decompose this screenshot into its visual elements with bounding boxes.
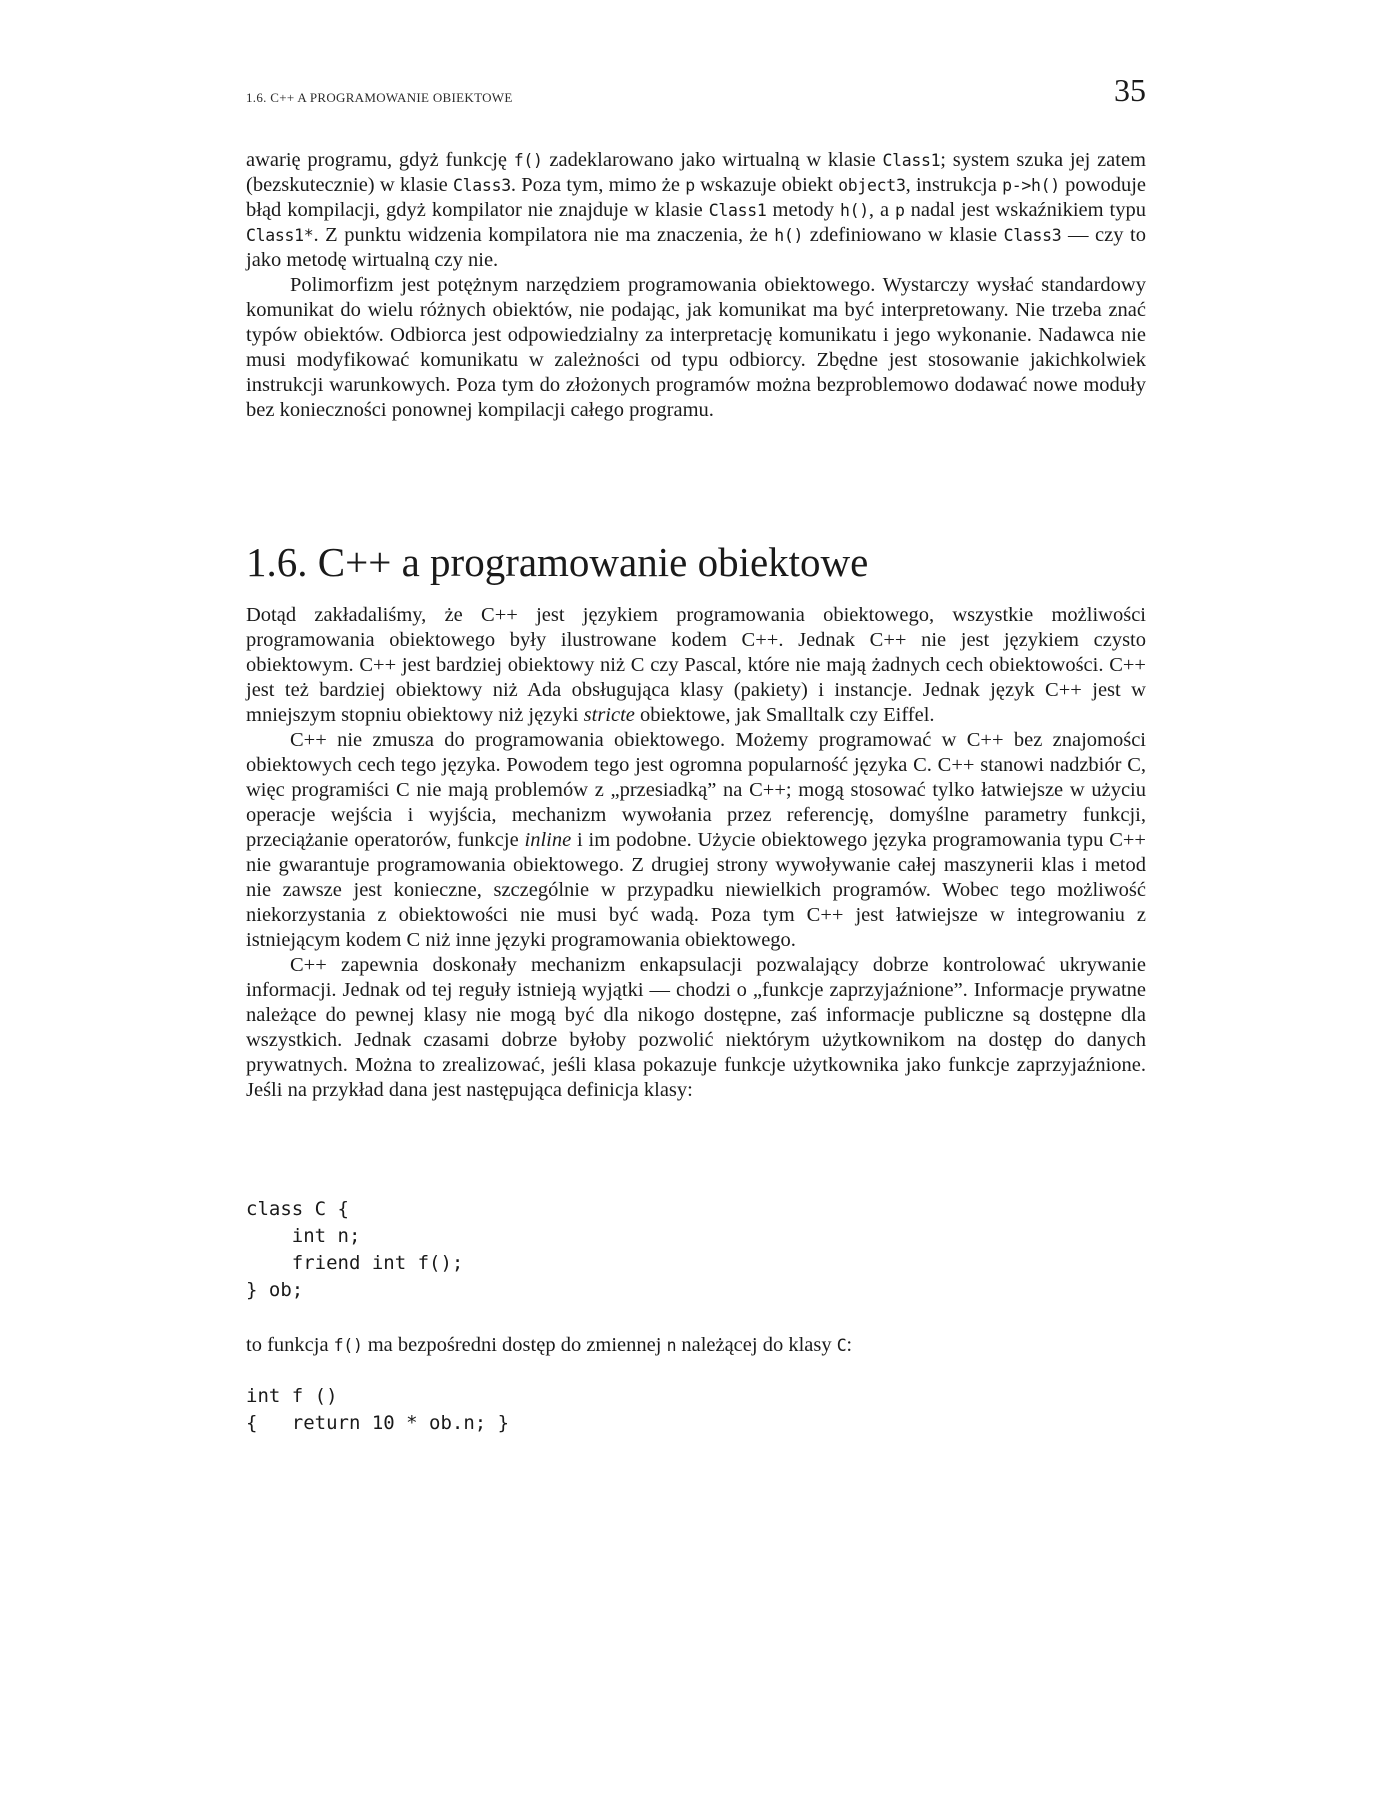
inline-code: p: [895, 201, 905, 220]
inline-code: f(): [333, 1336, 363, 1355]
text-block-top: [246, 148, 1146, 423]
inline-code: C: [836, 1336, 847, 1355]
section-heading: 1.6. C++ a programowanie obiektowe: [246, 539, 869, 585]
inline-code: n: [666, 1336, 677, 1355]
inline-code: f(): [513, 151, 543, 170]
emphasis-stricte: stricte: [583, 704, 635, 726]
text-block-section: [246, 603, 1146, 1103]
running-head: 1.6. C++ A PROGRAMOWANIE OBIEKTOWE: [246, 90, 513, 105]
inline-code: Class3: [1003, 226, 1062, 245]
paragraph-encapsulation: C++ zapewnia doskonały mechanizm enkapsulacji pozwalający dobrze kontrolować ukrywanie informacji. Jednak od tej reguły istnieją wyjątki — chodzi o „funkcje zaprzyjaźnione”. Informacje prywatne należące do pewnej klasy nie mogą być dla nikogo dostępne, zaś informacje publiczne są dostępne dla wszystkich. Jednak czasami dobrze byłoby pozwolić niektórym użytkownikom na dostęp do danych prywatnych. Można to zrealizować, jeśli klasa pokazuje funkcje użytkownika jako funkcje zaprzyjaźnione. Jeśli na przykład dana jest następująca definicja klasy:: [246, 954, 1146, 1101]
inline-code: object3: [838, 176, 906, 195]
emphasis-inline: inline: [524, 829, 572, 851]
inline-code: Class1: [882, 151, 941, 170]
code-listing-function: int f () { return 10 * ob.n; }: [246, 1385, 510, 1434]
inline-code: Class1*: [246, 226, 314, 245]
page-number: 35: [1114, 72, 1146, 108]
paragraph-cpp-objectivity: Dotąd zakładaliśmy, że C++ jest językiem programowania obiektowego, wszystkie możliwości programowania obiektowego były ilustrowane kodem C++. Jednak C++ nie jest językiem czysto obiektowym. C++ jest bardziej obiektowy niż C czy Pascal, które nie mają żadnych cech obiektowości. C++ jest też bardziej obiektowy niż Ada obsługująca klasy (pakiety) i instancje. Jednak język C++ jest w mniejszym stopniu obiektowy niż języki stricte obiektowe, jak Smalltalk czy Eiffel.: [246, 604, 1146, 726]
inline-code: Class3: [453, 176, 511, 195]
paragraph-friend-function: to funkcja f() ma bezpośredni dostęp do zmiennej n należącej do klasy C:: [246, 1334, 853, 1356]
inline-code: p->h(): [1002, 176, 1060, 195]
inline-code: h(): [839, 201, 869, 220]
paragraph-not-forced: C++ nie zmusza do programowania obiektowego. Możemy programować w C++ bez znajomości obiektowych cech tego języka. Powodem tego jest ogromna popularność języka C. C++ stanowi nadzbiór C, więc programiści C nie mają problemów z „przesiadką” na C++; mogą stosować tylko łatwiejsze w użyciu operacje wejścia i wyjścia, mechanizm wywołania przez referencję, domyślne parametry funkcji, przeciążanie operatorów, funkcje inline i im podobne. Użycie obiektowego języka programowania typu C++ nie gwarantuje programowania obiektowego. Z drugiej strony wywoływanie całej maszynerii klas i metod nie zawsze jest konieczne, szczególnie w przypadku niewielkich programów. Wobec tego możliwość niekorzystania z obiektowości nie musi być wadą. Poza tym C++ jest łatwiejsze w integrowaniu z istniejącym kodem C niż inne języki programowania obiektowego.: [246, 729, 1146, 951]
inline-code: Class1: [708, 201, 767, 220]
inline-code: h(): [774, 226, 804, 245]
inline-code: p: [685, 176, 695, 195]
paragraph-polymorphism-error: awarię programu, gdyż funkcję f() zadeklarowano jako wirtualną w klasie Class1; system szuka jej zatem (bezskutecznie) w klasie Class3. Poza tym, mimo że p wskazuje obiekt object3, instrukcja p->h() powoduje błąd kompilacji, gdyż kompilator nie znajduje w klasie Class1 metody h(), a p nadal jest wskaźnikiem typu Class1*. Z punktu widzenia kompilatora nie ma znaczenia, że h() zdefiniowano w klasie Class3 — czy to jako metodę wirtualną czy nie.: [246, 149, 1147, 271]
paragraph-polymorphism: Polimorfizm jest potężnym narzędziem programowania obiektowego. Wystarczy wysłać standardowy komunikat do wielu różnych obiektów, nie podając, jak komunikat ma być interpretowany. Nie trzeba znać typów obiektów. Odbiorca jest odpowiedzialny za interpretację komunikatu i jego wykonanie. Nadawca nie musi modyfikować komunikatu w zależności od typu odbiorcy. Zbędne jest stosowanie jakichkolwiek instrukcji warunkowych. Poza tym do złożonych programów można bezproblemowo dodawać nowe moduły bez konieczności ponownej kompilacji całego programu.: [246, 274, 1146, 421]
code-listing-class: class C { int n; friend int f(); } ob;: [246, 1198, 464, 1301]
